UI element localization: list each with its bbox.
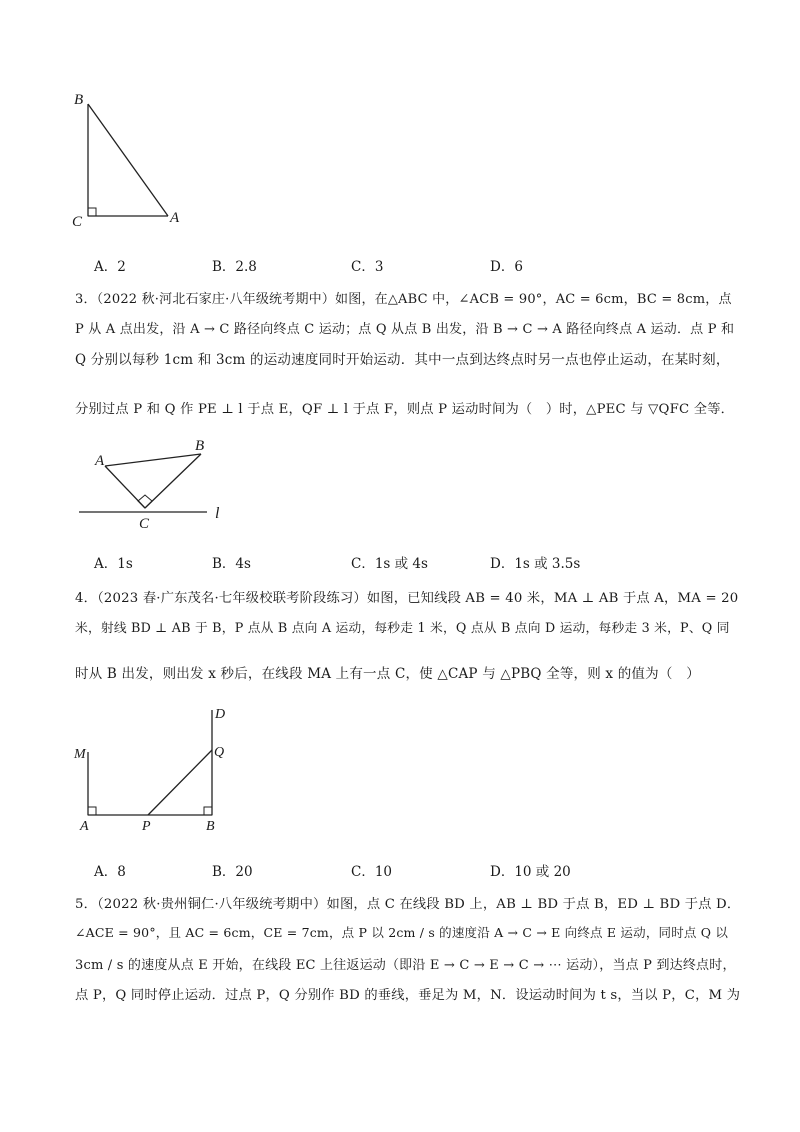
- q4-line-3: 时从 B 出发，则出发 x 秒后，在线段 MA 上有一点 C，使 △CAP 与 △PBQ 全等，则 x 的值为（ ）: [75, 666, 700, 682]
- q2-option-a: A．2: [94, 259, 126, 275]
- label-M: M: [74, 747, 86, 762]
- label-B: B: [74, 92, 84, 108]
- label-B: B: [195, 438, 205, 454]
- q5-line-4: 点 P，Q 同时停止运动．过点 P，Q 分别作 BD 的垂线，垂足为 M，N．设运动时间为 t s，当以 P，C，M 为: [75, 988, 741, 1003]
- q3-option-d: D．1s 或 3.5s: [490, 556, 581, 572]
- label-B: B: [206, 819, 215, 834]
- label-D: D: [215, 707, 226, 722]
- q3-line-3: Q 分别以每秒 1cm 和 3cm 的运动速度同时开始运动．其中一点到达终点时另一点也停止运动，在某时刻，: [75, 352, 730, 368]
- q4-option-c: C．10: [351, 864, 393, 880]
- q4-option-b: B．20: [212, 864, 253, 880]
- figure-right-triangle: [60, 88, 190, 238]
- q3-option-a: A．1s: [94, 556, 133, 572]
- q3-option-c: C．1s 或 4s: [351, 556, 428, 572]
- q5-line-2: ∠ACE = 90°，且 AC = 6cm，CE = 7cm，点 P 以 2cm / s 的速度沿 A → C → E 向终点 E 运动，同时点 Q 以: [75, 925, 729, 940]
- q2-option-c: C．3: [351, 259, 384, 275]
- q3-option-b: B．4s: [212, 556, 251, 572]
- label-A: A: [80, 819, 89, 834]
- label-A: A: [95, 453, 105, 469]
- q4-option-d: D．10 或 20: [490, 864, 571, 880]
- q5-line-3: 3cm / s 的速度从点 E 开始，在线段 EC 上往返运动（即沿 E → C → E → C → ⋯ 运动），当点 P 到达终点时，: [75, 958, 736, 973]
- q2-option-d: D．6: [490, 259, 523, 275]
- q3-line-2: P 从 A 点出发，沿 A → C 路径向终点 C 运动；点 Q 从点 B 出发，沿 B → C → A 路径向终点 A 运动．点 P 和: [75, 322, 735, 337]
- label-C: C: [139, 516, 150, 532]
- label-P: P: [142, 819, 151, 834]
- q4-line-2: 米，射线 BD ⊥ AB 于 B，P 点从 B 点向 A 运动，每秒走 1 米，Q 点从 B 点向 D 运动，每秒走 3 米，P、Q 同: [75, 621, 730, 636]
- q5-line-1: 5．（2022 秋·贵州铜仁·八年级统考期中）如图，点 C 在线段 BD 上，AB ⊥ BD 于点 B，ED ⊥ BD 于点 D．: [75, 897, 741, 912]
- q2-option-b: B．2.8: [212, 259, 257, 275]
- label-C: C: [72, 214, 83, 230]
- q3-line-4: 分别过点 P 和 Q 作 PE ⊥ l 于点 E，QF ⊥ l 于点 F，则点 P 运动时间为（ ）时，△PEC 与 ▽QFC 全等．: [75, 402, 735, 417]
- q4-line-1: 4．（2023 春·广东茂名·七年级校联考阶段练习）如图，已知线段 AB = 40 米，MA ⊥ AB 于点 A，MA = 20: [75, 591, 739, 606]
- q3-line-1: 3．（2022 秋·河北石家庄·八年级统考期中）如图，在△ABC 中，∠ACB = 90°，AC = 6cm，BC = 8cm，点: [75, 292, 732, 307]
- label-Q: Q: [214, 745, 225, 760]
- figure-triangle-on-line: [75, 432, 245, 532]
- label-A: A: [170, 210, 180, 226]
- figure-segment-ab: [70, 700, 240, 835]
- label-l: l: [215, 505, 220, 522]
- q4-option-a: A．8: [94, 864, 126, 880]
